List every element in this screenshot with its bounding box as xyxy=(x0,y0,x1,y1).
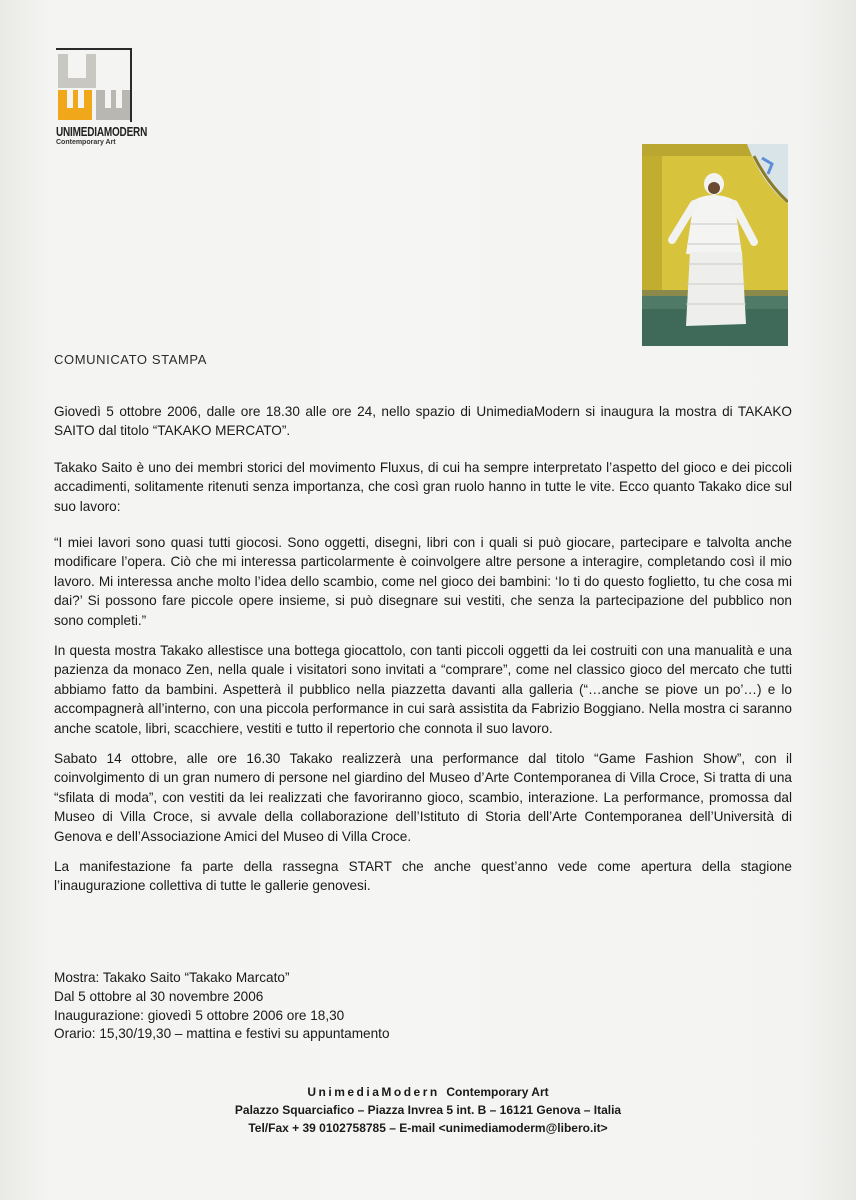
press-release-heading: COMUNICATO STAMPA xyxy=(54,352,207,367)
paragraph-exhibition: In questa mostra Takako allestisce una bottega giocattolo, con tanti piccoli oggetti da lei costruiti con una manualità e una pazienza da monaco Zen, nella quale i visitatori sono invitati a “comprare”, come nel classico gioco del mercato che tutti abbiamo fatto da bambini. Aspetterà il pubblico nella piazzetta davanti alla galleria (“…anche se piove un po’…) e lo accompagnerà all’interno, con una piccola performance in cui sarà assistita da Fabrizio Boggiano. Nella mostra ci saranno anche scatole, libri, scacchiere, vestiti e tutto il repertorio che connota il suo lavoro. xyxy=(54,643,792,736)
footer-contact: Tel/Fax + 39 0102758785 – E-mail <unimediamoderm@libero.it> xyxy=(248,1121,608,1135)
exhibition-info xyxy=(54,969,390,1044)
footer-brand: UnimediaModern xyxy=(307,1085,440,1099)
footer-brand-suffix: Contemporary Art xyxy=(446,1085,549,1099)
logo-mark xyxy=(56,48,132,122)
info-inaugurazione: Inaugurazione: giovedì 5 ottobre 2006 ore 18,30 xyxy=(54,1007,345,1023)
paragraph-performance: Sabato 14 ottobre, alle ore 16.30 Takako realizzerà una performance dal titolo “Game Fashion Show”, con il coinvolgimento di un gran numero di persone nel giardino del Museo d’Arte Contemporanea di Villa Croce, Si tratta di una “sfilata di moda”, con vestiti da lei realizzati che favoriranno gioco, scambio, interazione. La performance, promossa dal Museo di Villa Croce, si avvale della collaborazione dell’Istituto di Storia dell’Arte Contemporanea dell’Università di Genova e dell’Associazione Amici del Museo di Villa Croce. xyxy=(54,751,792,844)
footer-address: Palazzo Squarciafico – Piazza Invrea 5 int. B – 16121 Genova – Italia xyxy=(234,1103,622,1117)
performance-photo xyxy=(642,144,788,346)
logo-subtitle: Contemporary Art xyxy=(56,139,116,146)
footer-brand-line xyxy=(0,1083,856,1101)
info-dates: Dal 5 ottobre al 30 novembre 2006 xyxy=(54,988,264,1004)
info-mostra: Mostra: Takako Saito “Takako Marcato” xyxy=(54,970,290,985)
paragraph-opening: Giovedì 5 ottobre 2006, dalle ore 18.30 alle ore 24, nello spazio di UnimediaModern si inaugura la mostra di TAKAKO SAITO dal titolo “TAKAKO MERCATO”. xyxy=(54,404,792,439)
paragraph-start: La manifestazione fa parte della rassegna START che anche quest’anno vede come apertura della stagione l’inaugurazione collettiva di tutte le gallerie genovesi. xyxy=(54,859,792,894)
logo-name: UNIMEDIAMODERN xyxy=(56,126,148,140)
info-orario: Orario: 15,30/19,30 – mattina e festivi su appuntamento xyxy=(54,1026,390,1042)
paragraph-artist: Takako Saito è uno dei membri storici del movimento Fluxus, di cui ha sempre interpretato l’aspetto del gioco e dei piccoli accadimenti, solitamente ritenuti senza importanza, che così gran ruolo hanno in tutte le vite. Ecco quanto Takako dice sul suo lavoro: xyxy=(54,460,792,514)
unimediamodern-logo xyxy=(56,48,148,146)
paragraph-quote: “I miei lavori sono quasi tutti giocosi. Sono oggetti, disegni, libri con i quali si può giocare, partecipare e talvolta anche modificare l’opera. Ciò che mi interessa particolarmente è coinvolgere altre persone a interagire, completando così il mio lavoro. Mi interessa anche molto l’idea dello scambio, come nel gioco dei bambini: ‘Io ti do questo foglietto, tu che cosa mi dai?’ Si possono fare piccole opere insieme, si può disegnare sui vestiti, che senza la partecipazione del pubblico non sono completi.” xyxy=(54,535,792,628)
footer xyxy=(0,1083,856,1137)
